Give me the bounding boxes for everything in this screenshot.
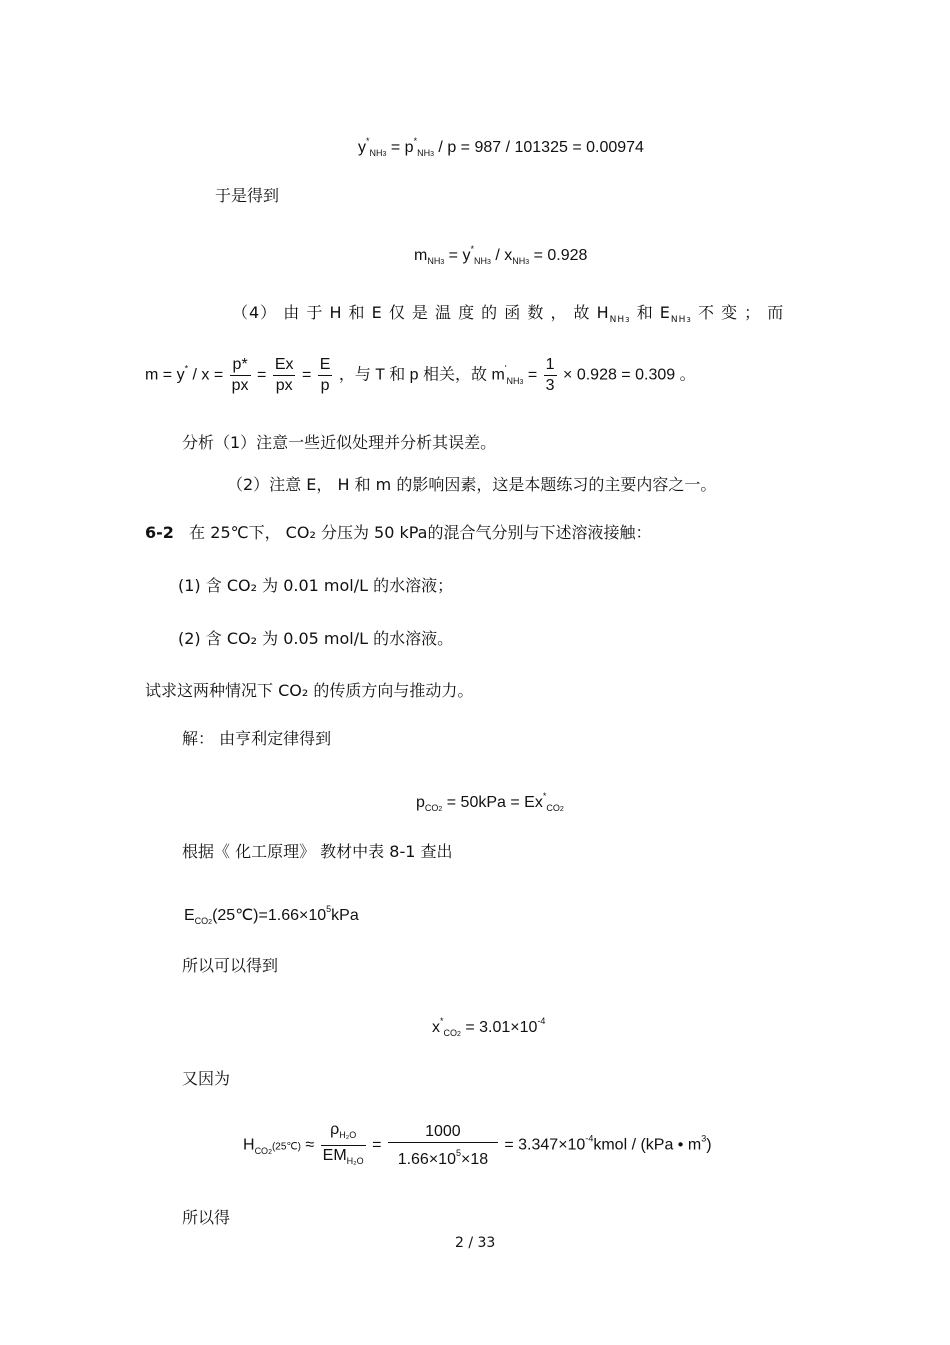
equation-e-co2: $E_{CO2}(25℃)=1.66\times 10^5kPa$ (184, 904, 359, 926)
equation-y-nh3: $y^*_{NH3} = p^*_{NH3} / p = 987 / 101325 = 0.00974$ (358, 136, 644, 158)
lookup-text: 根据《 化工原理》 教材中表 8-1 查出 (182, 842, 453, 861)
equation-m-relation: m = y* / x = $\frac{p*}{px}$ = $\frac{Ex}{px}$ = $\frac{E}{p}$ ，与 T 和 p 相关，故 $m'_{NH3}$ = $\frac{1}{3}$ × 0.928 = 0.309 。 (145, 356, 696, 394)
page-number: 2 / 33 (455, 1235, 496, 1251)
fraction-p-px: $\frac{p*}{px}$ (231, 356, 249, 394)
equation-h-co2: $H_{CO2}(25℃)$ ≈ $\frac{\rho_{H_2O}}{EM_{H_2O}}$ = $\frac{1000}{1.66\times 10^5\times 18}$ = $3.347\times 10^{-4}kmol / (kPa$ • $m^3$) (243, 1120, 712, 1171)
fraction-e-p: $\frac{E}{p}$ (319, 356, 331, 394)
fraction-one-third: $\frac{1}{3}$ (545, 356, 555, 394)
solution-intro: 解： 由亨利定律得到 (182, 729, 332, 748)
again-text: 又因为 (182, 1069, 231, 1088)
problem-6-2: 6-2 在 25℃下， CO₂ 分压为 50 kPa的混合气分别与下述溶液接触： (145, 523, 652, 542)
fraction-rho-em: $\frac{\rho_{H_2O}}{EM_{H_2O}}$ (322, 1121, 364, 1166)
equation-x-co2: $x^*_{CO2} = 3.01\times 10^{-4}$ (432, 1016, 546, 1038)
fraction-1000: $\frac{1000}{1.66\times 10^5\times 18}$ (388, 1122, 498, 1170)
item-2: (2) 含 CO₂ 为 0.05 mol/L 的水溶液。 (178, 629, 454, 648)
text-yushi: 于是得到 (215, 186, 280, 205)
question: 试求这两种情况下 CO₂ 的传质方向与推动力。 (145, 681, 474, 700)
item-1: (1) 含 CO₂ 为 0.01 mol/L 的水溶液； (178, 576, 454, 595)
analysis-2: （2）注意 E， H 和 m 的影响因素，这是本题练习的主要内容之一。 (227, 475, 717, 494)
paragraph-4: （4） 由 于 H 和 E 仅 是 温 度 的 函 数 ， 故 $H_{NH3}$ 和 $E_{NH3}$ 不 变 ； 而 (232, 303, 785, 325)
equation-m-nh3: $m_{NH3} = y^*_{NH3} / x_{NH3} = 0.928$ (414, 244, 588, 266)
therefore-1: 所以可以得到 (182, 956, 279, 975)
analysis-1: 分析（1）注意一些近似处理并分析其误差。 (182, 433, 497, 452)
fraction-ex-px: $\frac{Ex}{px}$ (274, 356, 294, 394)
equation-henry: $p_{CO2} = 50kPa = Ex^*_{CO2}$ (416, 791, 564, 813)
therefore-2: 所以得 (182, 1208, 231, 1227)
